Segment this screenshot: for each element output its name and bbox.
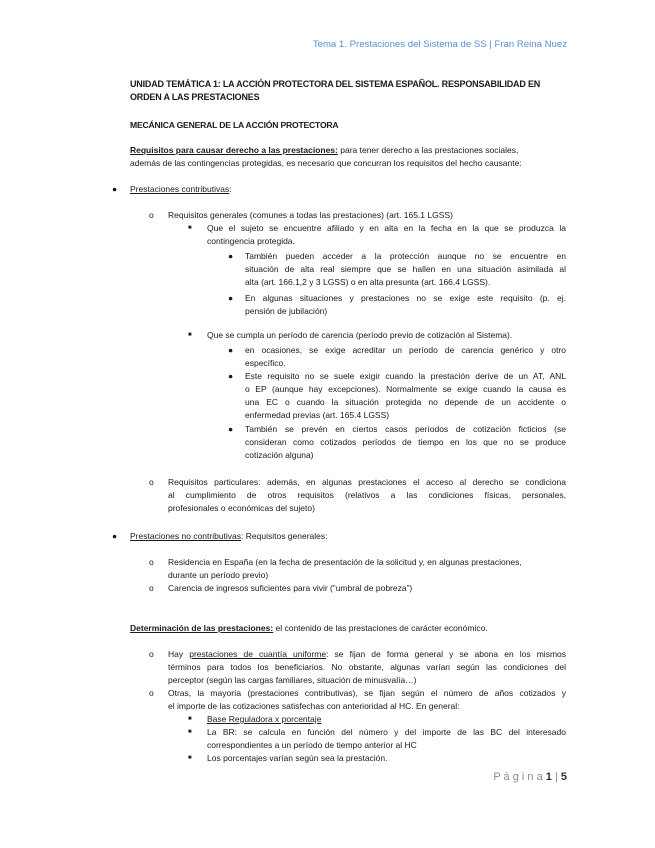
- afiliado-line1: Que el sujeto se encuentre afiliado y en alta en la fecha en la que se produzca la: [207, 223, 566, 233]
- intro-text: para tener derecho a las prestaciones sociales,: [337, 145, 519, 155]
- no-contributivas-rest: : Requisitos generales:: [241, 531, 328, 541]
- page-footer: [493, 771, 567, 783]
- ficticios-line2: consideran como cotizados períodos de tiempo en los que no se produce: [245, 437, 566, 447]
- bullet-square: ■: [188, 729, 192, 735]
- contributivas-label: Prestaciones contributivas: [130, 184, 230, 194]
- page-header: Tema 1. Prestaciones del Sistema de SS | Fran Reina Nuez: [312, 39, 567, 50]
- otras-line1: Otras, la mayoría (prestaciones contributivas), se fijan según el número de años cotizados y: [168, 688, 566, 698]
- requisito-at-line4: enfermedad previas (art. 165.4 LGSS): [245, 410, 390, 420]
- bullet-square: ■: [188, 332, 192, 338]
- uniforme-line2: términos para todos los beneficiarios. No obstante, algunas varían según las condiciones del: [168, 662, 566, 672]
- residencia-line1: Residencia en España (en la fecha de presentación de la solicitud y, en algunas prestaciones,: [168, 557, 522, 567]
- footer-page-total: 5: [560, 771, 567, 783]
- br-line1: La BR: se calcula en función del número y del importe de las BC del interesado: [207, 727, 566, 737]
- bullet-circle: o: [149, 477, 154, 487]
- proteccion-line3: alta (art. 166.1,2 y 3 LGSS) o en alta presunta (art. 166.4 LGSS).: [245, 277, 491, 287]
- contributivas-heading: [130, 183, 232, 196]
- intro-line1: [130, 144, 518, 157]
- ocasiones-line1: en ocasiones, se exige acreditar un período de carencia genérico y otro: [245, 345, 566, 355]
- bullet-dot: ●: [228, 345, 234, 355]
- determinacion-line: [130, 622, 488, 635]
- residencia-line2: durante un período previo): [168, 570, 269, 580]
- bullet-dot: ●: [228, 371, 234, 381]
- proteccion-line2: situación de alta real siempre que se hallen en una situación asimilada al: [245, 264, 566, 274]
- proteccion-line1: También pueden acceder a la protección aunque no se encuentre en: [245, 251, 566, 261]
- requisito-at-line1: Este requisito no se suele exigir cuando la prestación derive de un AT, ANL: [245, 371, 566, 381]
- uniforme-post: : se fijan de forma general y se abona en los mismos: [326, 649, 566, 659]
- contributivas-colon: :: [229, 184, 232, 194]
- ficticios-line3: cotización alguna): [245, 450, 314, 460]
- footer-separator: |: [551, 771, 561, 783]
- porcentajes: Los porcentajes varían según sea la prestación.: [207, 753, 388, 763]
- footer-page-word: P á g i n a: [493, 771, 543, 783]
- no-contributivas-label: Prestaciones no contributivas: [130, 531, 242, 541]
- br-line2: correspondientes a un período de tiempo anterior al HC: [207, 740, 417, 750]
- ficticios-line1: También se prevén en ciertos casos períodos de cotización ficticios (se: [245, 424, 566, 434]
- requisito-at-line2: o EP (aunque hay excepciones). Normalmente se exige cuando la causa es: [245, 384, 566, 394]
- bullet-square: ■: [188, 716, 192, 722]
- footer-page-number: 1: [545, 771, 552, 783]
- bullet-dot: ●: [112, 531, 118, 541]
- cuantia-uniforme-term: prestaciones de cuantía uniforme: [189, 649, 327, 659]
- bullet-square: ■: [188, 755, 192, 761]
- bullet-dot: ●: [112, 184, 118, 194]
- ocasiones-line2: específico.: [245, 358, 286, 368]
- bullet-circle: o: [149, 557, 154, 567]
- situaciones-line1: En algunas situaciones y prestaciones no se exige este requisito (p. ej.: [245, 293, 566, 303]
- bullet-square: ■: [188, 225, 192, 231]
- section-heading-mecanica: MECÁNICA GENERAL DE LA ACCIÓN PROTECTORA: [130, 120, 339, 130]
- bullet-circle: o: [149, 649, 154, 659]
- determinacion-rest: el contenido de las prestaciones de carácter económico.: [273, 623, 488, 633]
- requisitos-generales: Requisitos generales (comunes a todas las prestaciones) (art. 165.1 LGSS): [168, 210, 453, 220]
- requisito-at-line3: una EC o cuando la situación protegida no depende de un accidente o: [245, 397, 566, 407]
- afiliado-line2: contingencia protegida.: [207, 236, 295, 246]
- bullet-dot: ●: [228, 251, 234, 261]
- base-reguladora: Base Reguladora x porcentaje: [207, 714, 322, 724]
- uniforme-line3: perceptor (según las cargas familiares, situación de minusvalía…): [168, 675, 417, 685]
- intro-line2: además de las contingencias protegidas, es necesario que concurran los requisitos del hecho causante:: [130, 158, 522, 168]
- document-title-line2: ORDEN A LAS PRESTACIONES: [130, 92, 260, 102]
- bullet-dot: ●: [228, 424, 234, 434]
- bullet-circle: o: [149, 688, 154, 698]
- particulares-line2: al cumplimiento de otros requisitos (relativos a las condiciones físicas, personales,: [168, 490, 566, 500]
- bullet-circle: o: [149, 583, 154, 593]
- bullet-circle: o: [149, 210, 154, 220]
- particulares-line3: profesionales o económicas del sujeto): [168, 503, 315, 513]
- situaciones-line2: pensión de jubilación): [245, 306, 328, 316]
- intro-bold-term: Requisitos para causar derecho a las prestaciones:: [130, 145, 338, 155]
- uniforme-pre: Hay: [168, 649, 190, 659]
- carencia-ingresos: Carencia de ingresos suficientes para vivir (“umbral de pobreza”): [168, 583, 413, 593]
- document-title-line1: UNIDAD TEMÁTICA 1: LA ACCIÓN PROTECTORA DEL SISTEMA ESPAÑOL. RESPONSABILIDAD EN: [130, 79, 541, 89]
- determinacion-bold-term: Determinación de las prestaciones:: [130, 623, 274, 633]
- no-contributivas-heading: [130, 530, 328, 543]
- otras-line2: el importe de las cotizaciones satisfechas con anterioridad al HC. En general:: [168, 701, 460, 711]
- bullet-dot: ●: [228, 293, 234, 303]
- periodo-carencia: Que se cumpla un período de carencia (período previo de cotización al Sistema).: [207, 330, 513, 340]
- particulares-line1: Requisitos particulares: además, en algunas prestaciones el acceso al derecho se condiciona: [168, 477, 566, 487]
- uniforme-line1: [168, 648, 566, 661]
